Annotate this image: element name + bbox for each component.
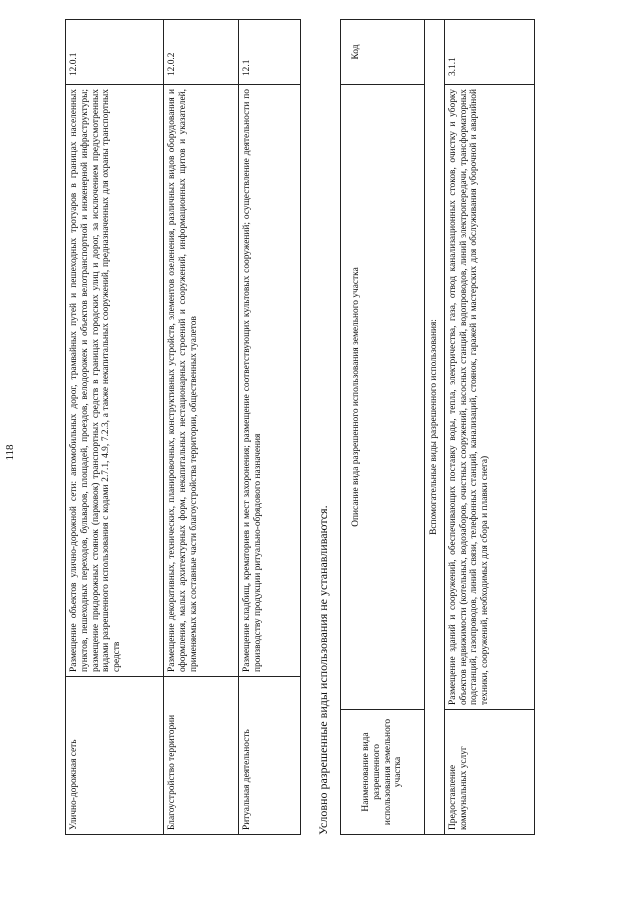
table-row bbox=[444, 20, 534, 835]
header-description-cell: Описание вида разрешенного использования земельного участка bbox=[341, 85, 425, 710]
table-row bbox=[239, 20, 301, 835]
use-code-cell: 12.0.1 bbox=[66, 20, 164, 85]
table-row bbox=[66, 20, 164, 835]
page-number: 118 bbox=[4, 444, 16, 461]
use-name-cell: Улично-дорожная сеть bbox=[66, 677, 164, 835]
header-code-cell: Код bbox=[341, 20, 425, 85]
table-header-row bbox=[341, 20, 425, 835]
use-description-cell: Размещение кладбищ, крематориев и мест захоронения; размещение соответствующих культовых сооружений; осуществление деятельности по производству продукции ритуально-обрядового назначения bbox=[239, 85, 301, 677]
use-name-cell: Предоставление коммунальных услуг bbox=[444, 710, 534, 835]
use-name-cell: Благоустройство территории bbox=[164, 677, 239, 835]
section-title: Условно разрешенные виды использования не устанавливаются. bbox=[316, 505, 330, 835]
use-description-cell: Размещение объектов улично-дорожной сети: автомобильных дорог, трамвайных путей и пешеходных тротуаров в границах населенных пунктов, пешеходных переходов, бульваров, площадей, проездов, велодорожек и объектов велотранспортной и инженерной инфраструктуры; размещение придорожных стоянок (парковок) транспортных средств в границах городских улиц и дорог, за исключением предусмотренных видами разрешенного использования с кодами 2.7.1, 4.9, 7.2.3, а также некапитальных сооружений, предназначенных для охраны транспортных средств bbox=[66, 85, 164, 677]
subheader-cell: Вспомогательные виды разрешенного использования: bbox=[425, 20, 445, 835]
use-description-cell: Размещение зданий и сооружений, обеспечивающих поставку воды, тепла, электричества, газа, отвод канализационных стоков, очистку и уборку объектов недвижимости (котельных, водозаборов, очистных сооружений, насосных станций, водопроводов, линий электропередачи, трансформаторных подстанций, газопроводов, линий связи, телефонных станций, канализаций, стоянок, гаражей и мастерских для обслуживания уборочной и аварийной техники, сооружений, необходимых для сбора и плавки снега) bbox=[444, 85, 534, 710]
use-code-cell: 12.0.2 bbox=[164, 20, 239, 85]
table-subheader-row bbox=[425, 20, 445, 835]
use-name-cell: Ритуальная деятельность bbox=[239, 677, 301, 835]
use-code-cell: 3.1.1 bbox=[444, 20, 534, 85]
auxiliary-uses-table bbox=[340, 19, 535, 835]
use-description-cell: Размещение декоративных, технических, планировочных, конструктивных устройств, элементов озеленения, различных видов оборудования и оформления, малых архитектурных форм, некапитальных нестационарных строений и сооружений, информационных щитов и указателей, применяемых как составные части благоустройства территории, общественных туалетов bbox=[164, 85, 239, 677]
permitted-uses-table bbox=[65, 19, 301, 835]
table-row bbox=[164, 20, 239, 835]
header-name-cell: Наименование вида разрешенного использования земельного участка bbox=[341, 710, 425, 835]
use-code-cell: 12.1 bbox=[239, 20, 301, 85]
